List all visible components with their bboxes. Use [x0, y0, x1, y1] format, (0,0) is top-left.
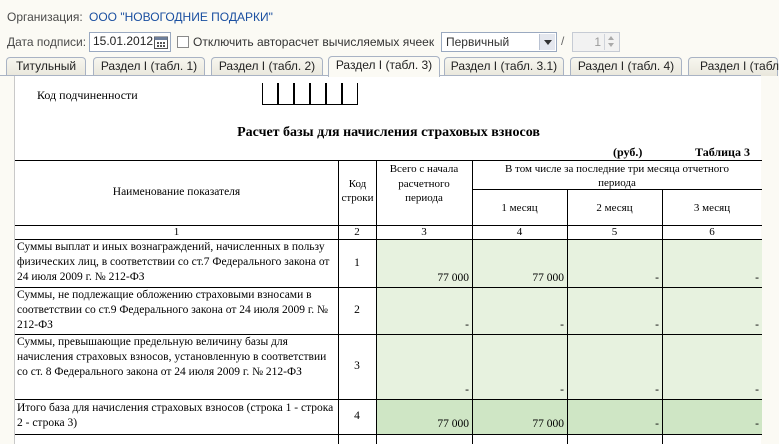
chevron-down-icon[interactable] [539, 34, 555, 50]
tab-section1-table2[interactable] [211, 57, 323, 76]
number-spinner[interactable] [604, 34, 618, 50]
section-tabs [0, 56, 779, 76]
tab-label: Раздел I (табл. 1) [100, 59, 198, 73]
organization-row [0, 8, 761, 26]
subordination-code-cell[interactable] [326, 83, 342, 105]
autocalc-checkbox[interactable] [177, 36, 189, 48]
row-1-month-1[interactable]: 77 000 [532, 272, 564, 284]
column-number: 4 [516, 226, 523, 238]
tab-title-page[interactable] [6, 57, 86, 76]
row-2-name: Суммы, не подлежащие обложению страховыми взносами в соответствии со ст.9 Федерального закона от 24 июля 2009 г. № 212-ФЗ [17, 289, 329, 331]
signature-date-value: 15.01.2012 [93, 34, 154, 48]
units-label: (руб.) [613, 145, 643, 159]
row-2-month-1[interactable]: - [560, 319, 564, 331]
subordination-code-label: Код подчиненности [37, 88, 138, 102]
row-4-name: Итого база для начисления страховых взносов (строка 1 - строка 2 - строка 3) [17, 402, 334, 429]
tab-content-area [0, 75, 761, 443]
row-2-month-3[interactable]: - [755, 319, 759, 331]
subordination-code-cell[interactable] [278, 83, 294, 105]
row-2-month-2[interactable]: - [655, 319, 659, 331]
row-2-total[interactable]: - [465, 319, 469, 331]
tab-label: Раздел I (табл. 4) [577, 59, 675, 73]
row-4-total: 77 000 [437, 418, 469, 430]
calendar-icon[interactable] [153, 34, 169, 50]
table-border [15, 399, 762, 400]
column-number: 2 [354, 226, 360, 238]
row-1-month-3[interactable]: - [755, 272, 759, 284]
row-3-month-1[interactable]: - [560, 384, 564, 396]
header-month-3: 3 месяц [693, 202, 731, 214]
row-3-month-2[interactable]: - [655, 384, 659, 396]
correction-number-value: 1 [594, 35, 601, 49]
tab-label: Титульный [15, 59, 77, 73]
tab-section1-table1[interactable] [93, 57, 205, 76]
number-separator: / [561, 34, 565, 48]
tab-label: Раздел I (табл. 3.1) [450, 59, 558, 73]
organization-label: Организация: [7, 10, 83, 24]
subordination-code-cell[interactable] [294, 83, 310, 105]
tab-label: Раздел I (табл [700, 59, 779, 73]
signature-date-label: Дата подписи: [7, 35, 87, 49]
subordination-code-cell[interactable] [262, 83, 278, 105]
row-4-code: 4 [354, 410, 360, 422]
report-type-value: Первичный [446, 35, 510, 49]
form-sheet [14, 76, 761, 444]
row-4-month-3: - [755, 418, 759, 430]
table-border [376, 160, 377, 444]
tab-section1-next[interactable] [688, 57, 778, 76]
organization-link[interactable]: ООО "НОВОГОДНИЕ ПОДАРКИ" [89, 10, 273, 24]
row-1-total[interactable]: 77 000 [437, 272, 469, 284]
header-month-1: 1 месяц [501, 202, 538, 214]
row-1-name: Суммы выплат и иных вознаграждений, начисленных в пользу физических лиц, в соответствии со ст.7 Федерального закона от 24 июля 2009 г. № 212-ФЗ [17, 241, 330, 283]
autocalc-label[interactable]: Отключить авторасчет вычисляемых ячеек [193, 35, 435, 49]
tab-section1-table4[interactable] [570, 57, 682, 76]
row-3-code: 3 [354, 360, 360, 372]
correction-number-input[interactable] [572, 32, 620, 52]
row-3-total[interactable]: - [465, 384, 469, 396]
column-number: 6 [709, 226, 715, 238]
spin-up-icon[interactable] [605, 34, 618, 42]
header-last-three-months: В том числе за последние три месяца отчетного периода [504, 163, 730, 189]
row-4-month-1: 77 000 [532, 418, 564, 430]
tab-label: Раздел I (табл. 3) [335, 58, 433, 72]
signature-row [0, 31, 761, 53]
row-2-code: 2 [354, 304, 360, 316]
spin-down-icon[interactable] [605, 42, 618, 50]
row-1-code: 1 [354, 257, 360, 269]
subordination-code-cell[interactable] [310, 83, 326, 105]
table-border [15, 434, 762, 435]
report-type-select[interactable] [441, 32, 557, 52]
row-3-month-3[interactable]: - [755, 384, 759, 396]
header-total: Всего с начала расчетного периода [389, 163, 459, 204]
header-code: Код строки [341, 178, 374, 204]
row-1-month-2[interactable]: - [655, 272, 659, 284]
tab-section1-table3-1[interactable] [444, 57, 564, 76]
header-month-2: 2 месяц [596, 202, 633, 214]
form-title: Расчет базы для начисления страховых взносов [237, 125, 540, 140]
row-3-name: Суммы, превышающие предельную величину базы для начисления страховых взносов, установленную в соответствии со ст. 8 Федерального закона от 24 июля 2009 г. № 212-ФЗ [17, 336, 327, 378]
subordination-code-cell[interactable] [342, 83, 358, 105]
header-name: Наименование показателя [112, 186, 241, 198]
tab-section1-table3[interactable] [328, 56, 440, 77]
column-number: 3 [421, 226, 427, 238]
table-number: Таблица 3 [695, 145, 750, 159]
column-number: 1 [173, 226, 180, 238]
column-number: 5 [611, 226, 618, 238]
tab-label: Раздел I (табл. 2) [218, 59, 316, 73]
table-border [15, 160, 762, 161]
row-4-month-2: - [655, 418, 659, 430]
